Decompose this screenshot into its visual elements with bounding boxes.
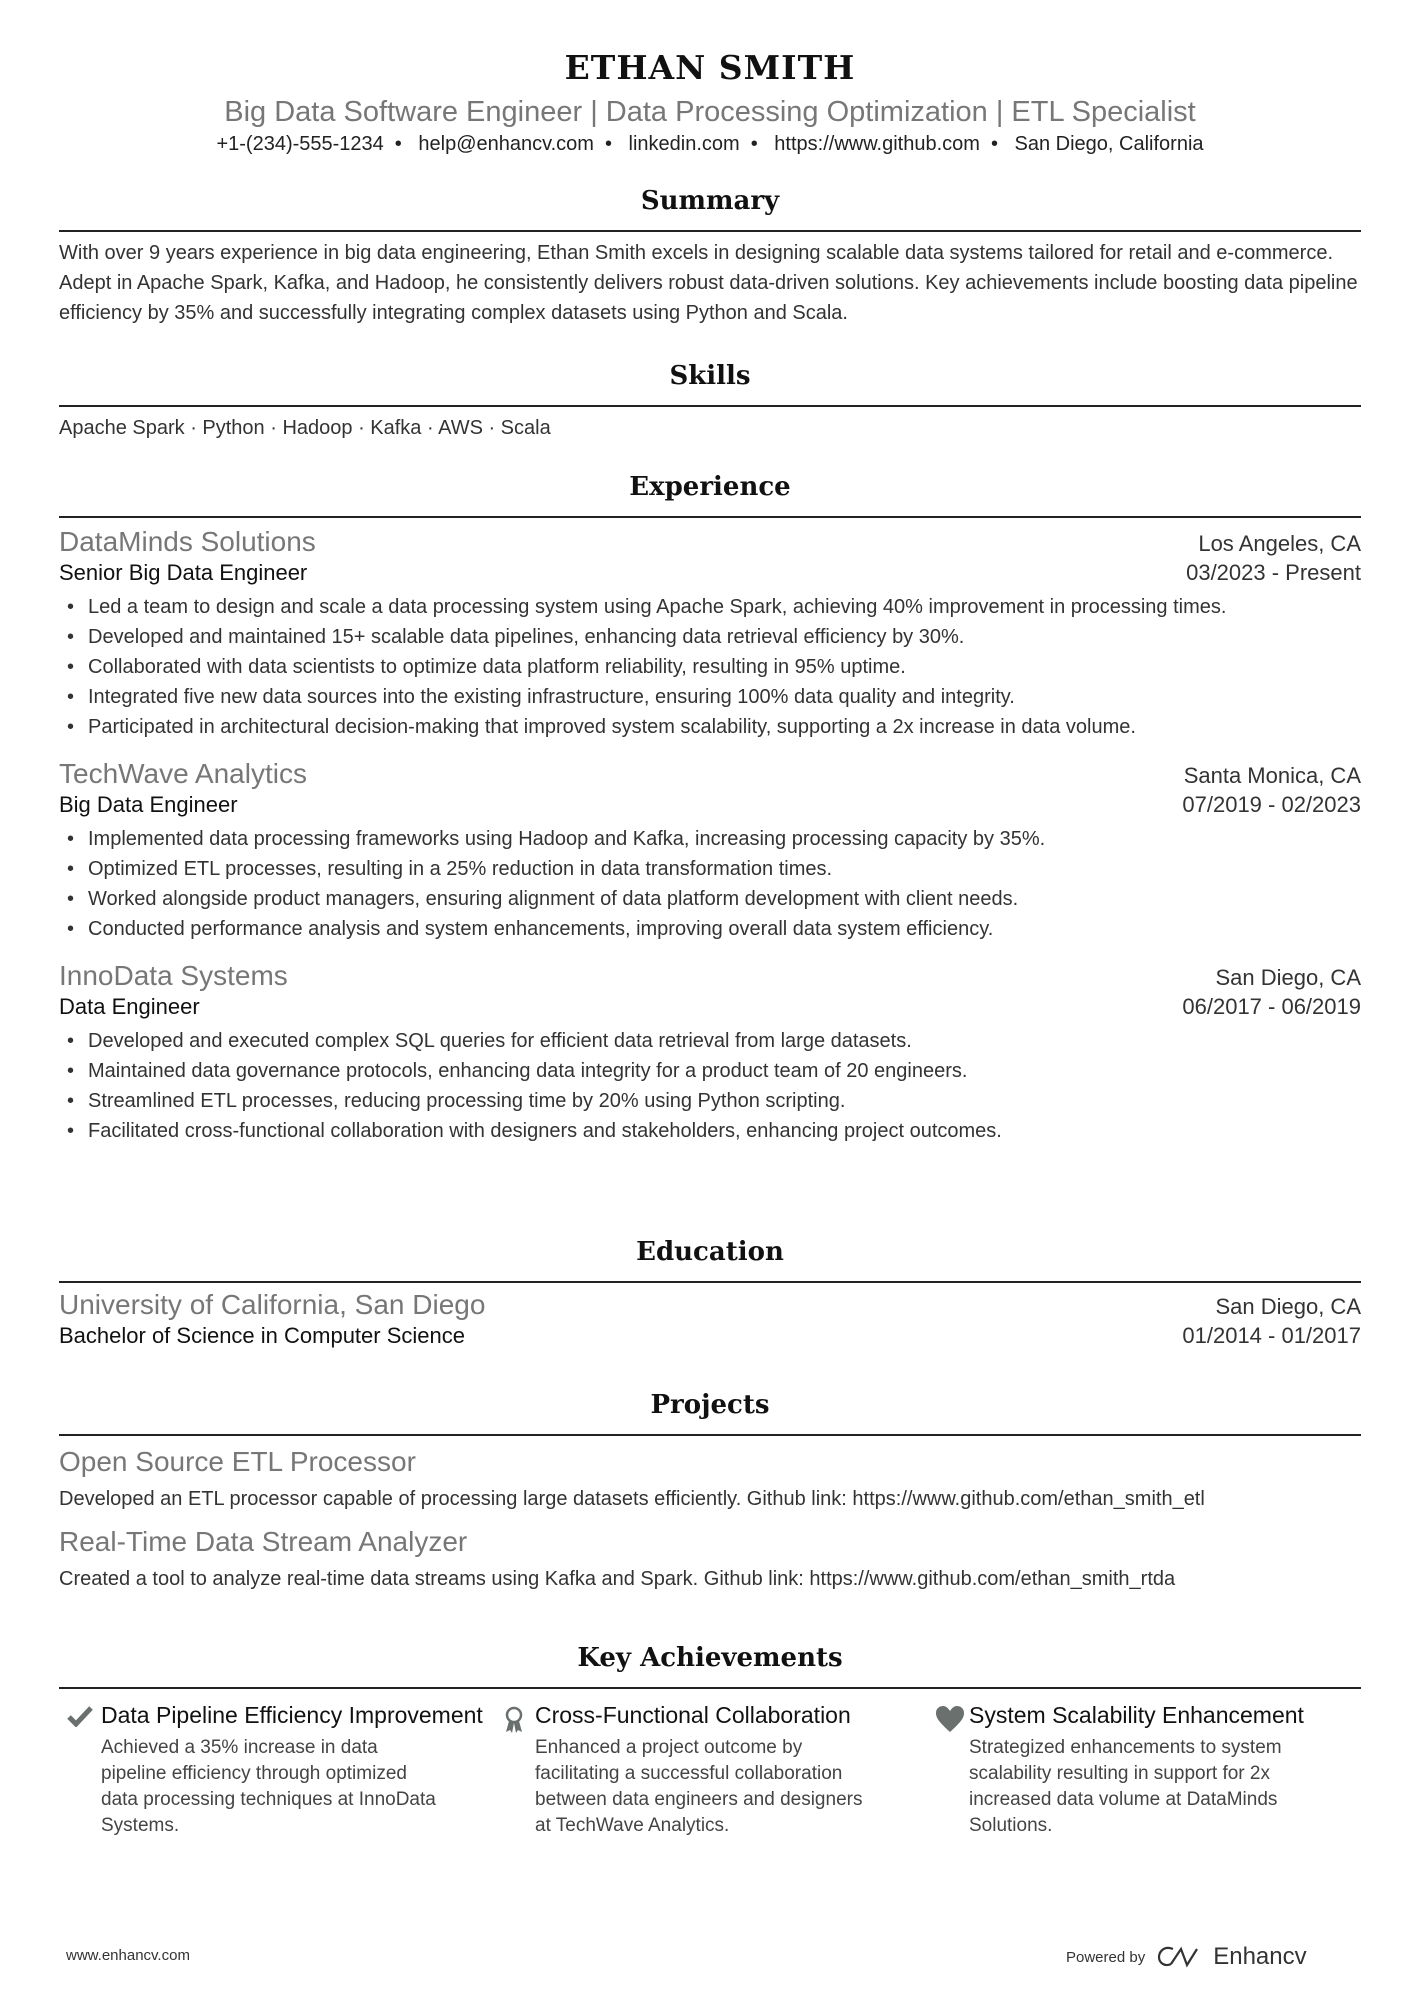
section-title: Education (636, 1237, 784, 1267)
bullet-item: • Developed and maintained 15+ scalable data pipelines, enhancing data retrieval efficiency by 30%. (59, 622, 1361, 652)
project-name: Real-Time Data Stream Analyzer (59, 1526, 468, 1557)
job-title: Big Data Engineer (59, 792, 238, 817)
company-name: DataMinds Solutions (59, 526, 316, 557)
company-name: TechWave Analytics (59, 758, 307, 789)
check-icon (59, 1701, 101, 1839)
school-location: San Diego, CA (1215, 1294, 1361, 1319)
divider (59, 1687, 1361, 1689)
skills-list: Apache Spark · Python · Hadoop · Kafka · AWS · Scala (59, 417, 551, 439)
bullet-item: • Led a team to design and scale a data processing system using Apache Spark, achieving 40% improvement in processing times. (59, 592, 1361, 622)
education-section (59, 1237, 1361, 1349)
linkedin-link[interactable]: linkedin.com (628, 133, 740, 155)
job-dates: 03/2023 - Present (1186, 560, 1361, 585)
job-bullets (59, 592, 1361, 742)
experience-section (59, 472, 1361, 1146)
achievement-title: Cross-Functional Collaboration (535, 1702, 851, 1728)
project-description: Created a tool to analyze real-time data streams using Kafka and Spark. Github link: https://www.github.com/ethan_smith_rtda (59, 1568, 1176, 1590)
bullet-item: • Worked alongside product managers, ensuring alignment of data platform development with client needs. (59, 884, 1361, 914)
bullet-item: • Facilitated cross-functional collaboration with designers and stakeholders, enhancing project outcomes. (59, 1116, 1361, 1146)
bullet-item: • Streamlined ETL processes, reducing processing time by 20% using Python scripting. (59, 1086, 1361, 1116)
bullet-item: • Maintained data governance protocols, enhancing data integrity for a product team of 20 engineers. (59, 1056, 1361, 1086)
location: San Diego, California (1014, 133, 1204, 155)
job-bullets (59, 824, 1361, 944)
achievement-title: System Scalability Enhancement (969, 1702, 1304, 1728)
bullet-item: • Implemented data processing frameworks using Hadoop and Kafka, increasing processing capacity by 35%. (59, 824, 1361, 854)
bullet-item: • Developed and executed complex SQL queries for efficient data retrieval from large datasets. (59, 1026, 1361, 1056)
job-bullets (59, 1026, 1361, 1146)
bullet-item: • Collaborated with data scientists to optimize data platform reliability, resulting in 95% uptime. (59, 652, 1361, 682)
section-title: Experience (629, 472, 791, 502)
powered-by (1066, 1943, 1307, 1971)
headline: Big Data Software Engineer | Data Processing Optimization | ETL Specialist (224, 96, 1196, 128)
bullet-item: • Conducted performance analysis and system enhancements, improving overall data system efficiency. (59, 914, 1361, 944)
email-link[interactable]: help@enhancv.com (418, 133, 594, 155)
project-description: Developed an ETL processor capable of processing large datasets efficiently. Github link: https://www.github.com/ethan_smith_etl (59, 1488, 1205, 1510)
job-location: Santa Monica, CA (1183, 763, 1361, 788)
bullet-item: • Integrated five new data sources into the existing infrastructure, ensuring 100% data quality and integrity. (59, 682, 1361, 712)
project-name: Open Source ETL Processor (59, 1446, 416, 1477)
achievement-item (493, 1701, 927, 1839)
job-dates: 07/2019 - 02/2023 (1182, 792, 1361, 817)
section-title: Summary (640, 186, 780, 216)
enhancv-brand: Enhancv (1213, 1943, 1307, 1970)
powered-by-label: Powered by (1066, 1948, 1146, 1966)
achievements-section (59, 1643, 1361, 1839)
section-title: Key Achievements (577, 1643, 843, 1673)
contact-info: +1-(234)-555-1234 • help@enhancv.com • linkedin.com • https://www.github.com • San Diego, California (216, 133, 1204, 155)
github-link[interactable]: https://www.github.com (774, 133, 980, 155)
job-entry (59, 960, 1361, 1146)
divider (59, 230, 1361, 232)
company-name: InnoData Systems (59, 960, 288, 991)
job-dates: 06/2017 - 06/2019 (1182, 994, 1361, 1019)
summary-text: With over 9 years experience in big data engineering, Ethan Smith excels in designing scalable data systems tailored for retail and e-commerce. Adept in Apache Spark, Kafka, and Hadoop, he consistently delivers robust data-driven solutions. Key achievements include boosting data pipeline efficiency by 35% and successfully integrating complex datasets using Python and Scala. (59, 242, 1358, 324)
achievement-item (59, 1701, 493, 1839)
job-entry (59, 758, 1361, 944)
job-title: Senior Big Data Engineer (59, 560, 308, 585)
job-location: San Diego, CA (1215, 965, 1361, 990)
website-link[interactable]: www.enhancv.com (66, 1947, 190, 1964)
school-name: University of California, San Diego (59, 1289, 486, 1320)
degree: Bachelor of Science in Computer Science (59, 1323, 465, 1348)
candidate-name: ETHAN SMITH (564, 48, 856, 87)
divider (59, 1434, 1361, 1436)
skills-section (59, 361, 1361, 443)
heart-icon (927, 1701, 969, 1839)
job-entry (59, 526, 1361, 742)
award-icon (493, 1701, 535, 1839)
phone: +1-(234)-555-1234 (216, 133, 384, 155)
enhancv-logo-icon (1157, 1945, 1201, 1969)
achievement-title: Data Pipeline Efficiency Improvement (101, 1702, 483, 1728)
divider (59, 516, 1361, 518)
achievement-item (927, 1701, 1361, 1839)
achievement-description: Achieved a 35% increase in data pipeline efficiency through optimized data processing techniques at InnoData Systems. (101, 1737, 436, 1836)
achievement-description: Strategized enhancements to system scalability resulting in support for 2x increased data volume at DataMinds Solutions. (969, 1737, 1282, 1836)
job-title: Data Engineer (59, 994, 200, 1019)
achievement-description: Enhanced a project outcome by facilitating a successful collaboration between data engineers and designers at TechWave Analytics. (535, 1737, 863, 1836)
projects-section (59, 1390, 1361, 1594)
bullet-item: • Participated in architectural decision-making that improved system scalability, supporting a 2x increase in data volume. (59, 712, 1361, 742)
section-title: Projects (650, 1390, 770, 1420)
bullet-item: • Optimized ETL processes, resulting in a 25% reduction in data transformation times. (59, 854, 1361, 884)
summary-section (59, 186, 1361, 328)
education-dates: 01/2014 - 01/2017 (1182, 1323, 1361, 1348)
section-title: Skills (669, 361, 751, 391)
divider (59, 405, 1361, 407)
divider (59, 1281, 1361, 1283)
job-location: Los Angeles, CA (1198, 531, 1361, 556)
